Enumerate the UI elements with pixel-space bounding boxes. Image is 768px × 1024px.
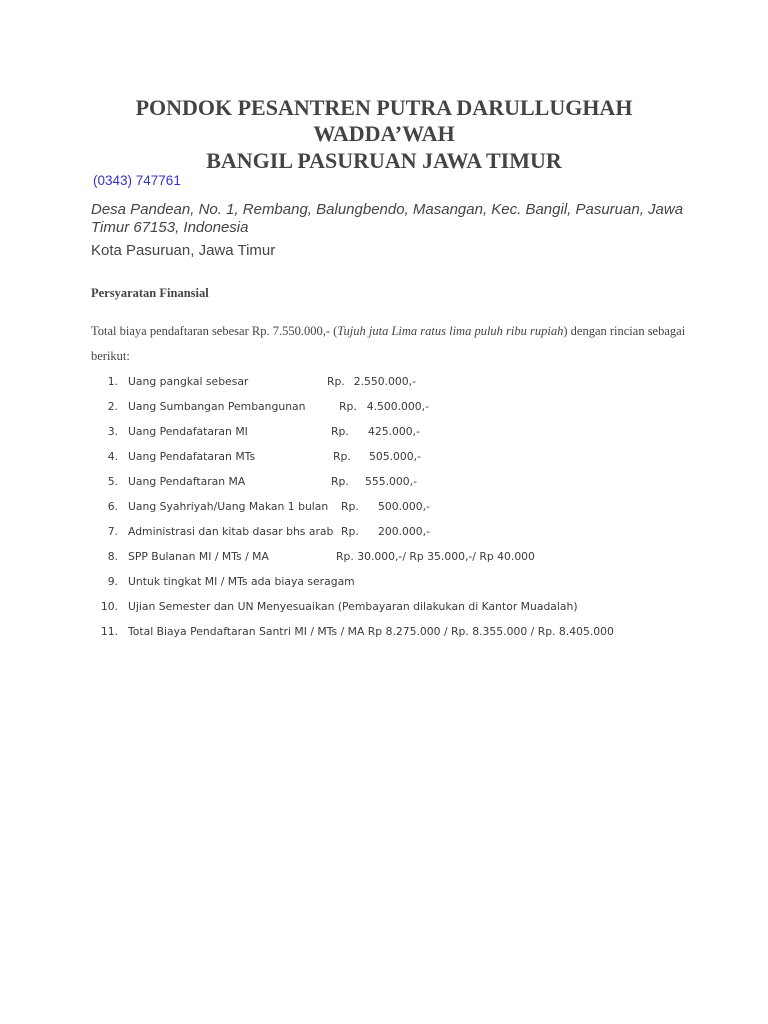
page-title-line-2: WADDA’WAH	[313, 121, 455, 146]
item-number: 10.	[100, 600, 118, 613]
item-amount: 4.500.000,-	[366, 400, 429, 413]
list-item	[0, 619, 768, 644]
item-label: Untuk tingkat MI / MTs ada biaya seragam	[128, 575, 355, 588]
item-amount: 425.000,-	[368, 425, 420, 438]
item-label: Uang Pendafataran MTs	[128, 450, 256, 463]
item-number: 3.	[107, 425, 118, 438]
item-label: Administrasi dan kitab dasar bhs arab	[128, 525, 334, 538]
intro-text-before: Total biaya pendaftaran sebesar Rp. 7.550.000,- (	[91, 324, 338, 338]
item-currency: Rp.	[341, 525, 359, 538]
item-currency: Rp.	[327, 375, 345, 388]
list-item	[0, 569, 768, 594]
item-label: Uang Sumbangan Pembangunan	[128, 400, 306, 413]
list-item	[0, 494, 768, 519]
item-number: 7.	[107, 525, 118, 538]
list-item	[0, 369, 768, 394]
intro-text-italic: Tujuh juta Lima ratus lima puluh ribu rupiah	[337, 324, 564, 338]
item-label: SPP Bulanan MI / MTs / MA	[128, 550, 269, 563]
item-number: 6.	[107, 500, 118, 513]
item-number: 11.	[100, 625, 118, 638]
list-item	[0, 419, 768, 444]
list-item	[0, 594, 768, 619]
item-currency: Rp.	[339, 400, 357, 413]
section-heading: Persyaratan Finansial	[91, 286, 209, 300]
item-number: 5.	[107, 475, 118, 488]
phone-link[interactable]: (0343) 747761	[93, 173, 181, 188]
item-amount: 500.000,-	[378, 500, 430, 513]
item-number: 8.	[107, 550, 118, 563]
intro-paragraph	[91, 319, 691, 369]
item-currency: Rp.	[333, 450, 351, 463]
page-title-line-3: BANGIL PASURUAN JAWA TIMUR	[206, 148, 562, 173]
item-number: 9.	[107, 575, 118, 588]
city-text: Kota Pasuruan, Jawa Timur	[91, 242, 276, 259]
item-label: Uang Pendafataran MI	[128, 425, 248, 438]
item-currency: Rp.	[341, 500, 359, 513]
item-label: Uang Pendaftaran MA	[128, 475, 246, 488]
item-amount: 200.000,-	[378, 525, 430, 538]
list-item	[0, 444, 768, 469]
item-currency: Rp. 30.000,-/ Rp 35.000,-/ Rp 40.000	[336, 550, 535, 563]
item-amount: 555.000,-	[365, 475, 417, 488]
item-currency: Rp.	[331, 475, 349, 488]
item-label: Ujian Semester dan UN Menyesuaikan (Pembayaran dilakukan di Kantor Muadalah)	[128, 600, 578, 613]
item-amount: 505.000,-	[369, 450, 421, 463]
list-item	[0, 469, 768, 494]
address-text: Desa Pandean, No. 1, Rembang, Balungbendo, Masangan, Kec. Bangil, Pasuruan, Jawa Timur 67153, Indonesia	[91, 201, 684, 236]
list-item	[0, 394, 768, 419]
item-number: 4.	[107, 450, 118, 463]
page-title-line-1: PONDOK PESANTREN PUTRA DARULLUGHAH	[135, 95, 633, 120]
item-number: 1.	[107, 375, 118, 388]
intro-text-after: ) dengan rincian sebagai berikut:	[91, 324, 686, 363]
item-label: Uang Syahriyah/Uang Makan 1 bulan	[128, 500, 329, 513]
fee-list	[0, 369, 768, 644]
item-currency: Rp.	[331, 425, 349, 438]
list-item	[0, 544, 768, 569]
item-amount: 2.550.000,-	[353, 375, 416, 388]
item-label: Uang pangkal sebesar	[128, 375, 249, 388]
list-item	[0, 519, 768, 544]
item-number: 2.	[107, 400, 118, 413]
item-label: Total Biaya Pendaftaran Santri MI / MTs / MA Rp 8.275.000 / Rp. 8.355.000 / Rp. 8.405.000	[128, 625, 614, 638]
